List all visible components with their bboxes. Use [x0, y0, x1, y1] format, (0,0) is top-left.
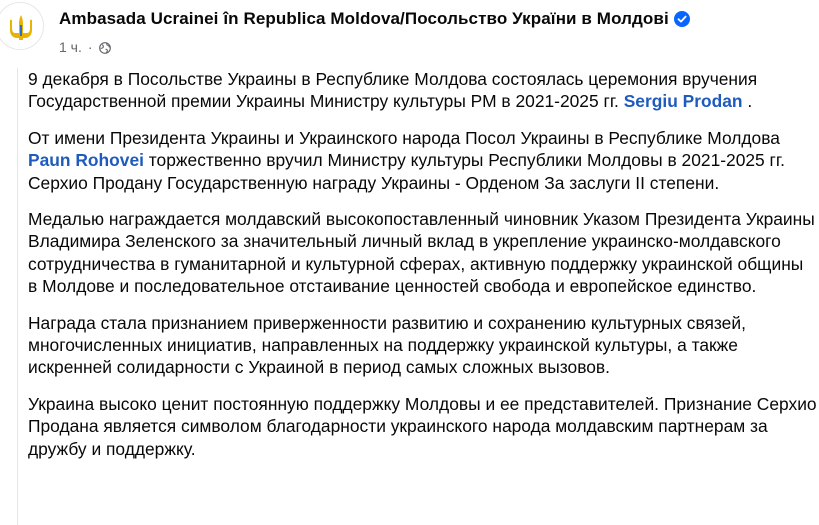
post-paragraph-1-text: 9 декабря в Посольстве Украины в Республике Молдова состоялась церемония вручения Государственной премии Украины Министру культуры РМ в 2021-2025 гг. — [28, 69, 758, 112]
post-paragraph-4: Награда стала признанием приверженности развитию и сохранению культурных связей, многочисленных инициатив, направленных на поддержку украинской культуры, а также искренней солидарности с Украиной в период самых сложных вызовов. — [28, 312, 746, 378]
post-paragraph-2 — [28, 127, 817, 194]
page-name-text[interactable]: Ambasada Ucrainei în Republica Moldova/Посольство України в Молдові — [59, 9, 669, 28]
page-avatar[interactable] — [0, 2, 44, 50]
meta-separator: · — [87, 39, 93, 55]
post-header — [0, 0, 819, 62]
post-paragraph-2-text: От имени Президента Украины и Украинского народа Посол Украины в Республике Молдова — [28, 127, 780, 148]
post-paragraph-2-end: торжественно вручил Министру культуры Республики Молдовы в 2021-2025 гг. Серхио Продану Государственную награду Украины - Орденом За заслуги II степени. — [28, 150, 785, 193]
page-name[interactable] — [59, 9, 690, 29]
mention-sergiu-prodan[interactable]: Sergiu Prodan — [623, 91, 743, 112]
ukraine-trident-logo-icon — [0, 3, 44, 50]
post-paragraph-3: Медалью награждается молдавский высокопоставленный чиновник Указом Президента Украины Владимира Зеленского за значительный личный вклад в укрепление украинско-молдавского сотрудничества в гуманитарной и культурной сферах, активную поддержку украинской общины в Молдове и последовательное отстаивание ценностей свобода и европейское единство. — [28, 209, 815, 297]
post-paragraph-1-end: . — [742, 91, 753, 112]
post-body — [17, 68, 817, 525]
globe-icon[interactable] — [99, 41, 111, 53]
post-meta — [59, 39, 111, 55]
mention-paun-rohovei[interactable]: Paun Rohovei — [28, 150, 144, 171]
post-paragraph-5: Украина высоко ценит постоянную поддержку Молдовы и ее представителей. Признание Серхио Продана является символом благодарности украинского народа молдавским партнерам за дружбу и поддержку. — [28, 393, 817, 459]
post-paragraph-1 — [28, 68, 817, 113]
verified-badge-icon — [674, 11, 690, 27]
post-time-link[interactable]: 1 ч. — [59, 39, 82, 55]
